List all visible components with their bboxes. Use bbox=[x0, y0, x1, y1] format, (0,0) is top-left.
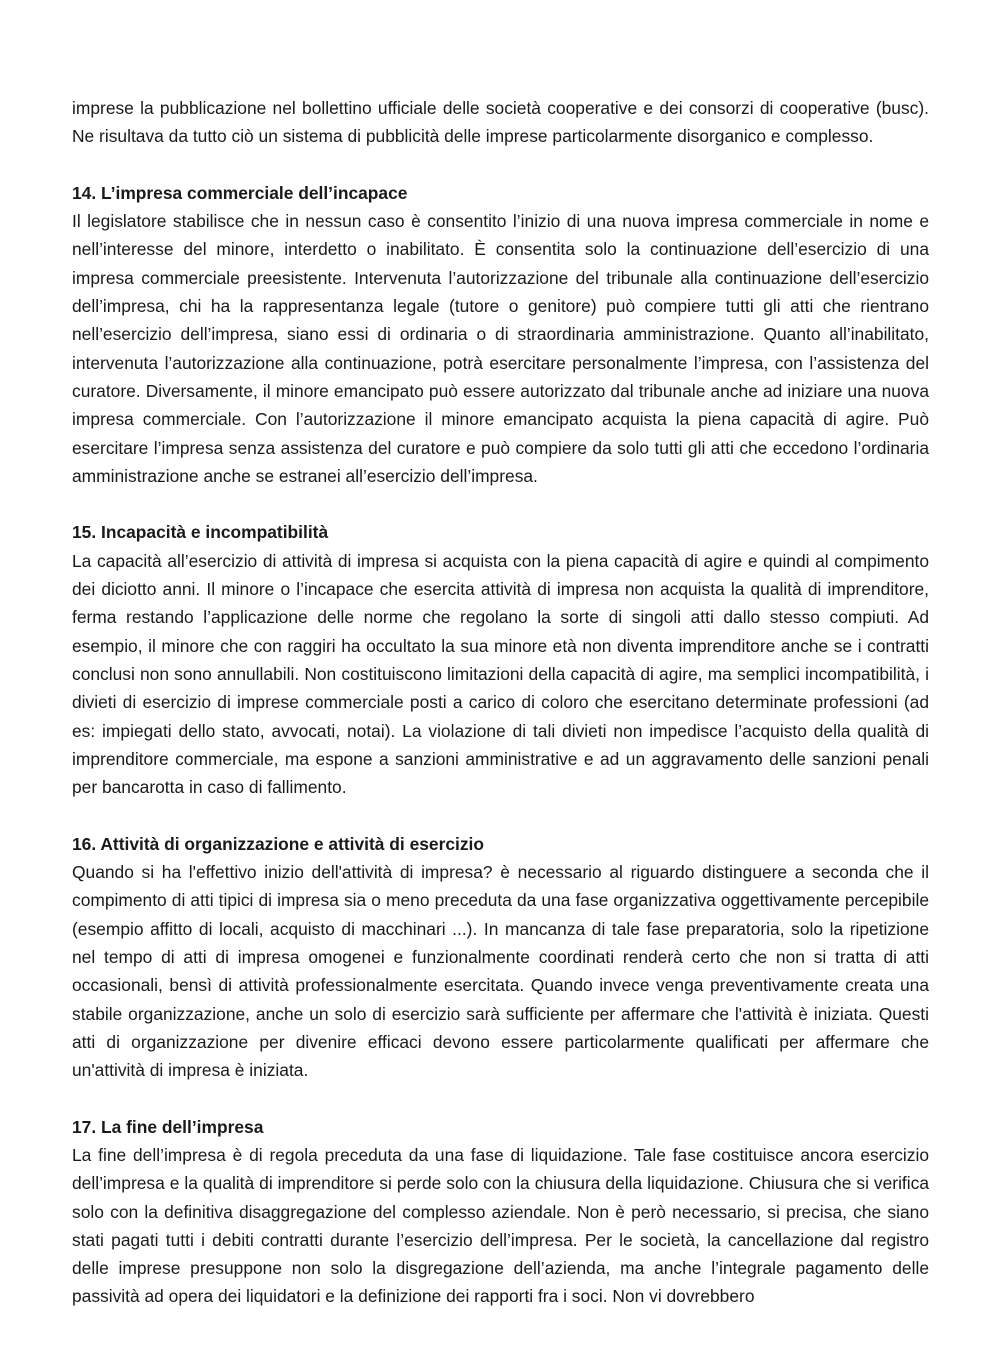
section-paragraph: La fine dell’impresa è di regola preceduta da una fase di liquidazione. Tale fase costituisce ancora esercizio dell’impresa e la qualità di imprenditore si perde solo con la chiusura della liquidazione. Chiusura che si verifica solo con la definitiva disaggregazione del complesso aziendale. Non è però necessario, si precisa, che siano stati pagati tutti i debiti contratti durante l’esercizio dell’impresa. Per le società, la cancellazione dal registro delle imprese presuppone non solo la disgregazione dell’azienda, ma anche l’integrale pagamento delle passività ad opera dei liquidatori e la definizione dei rapporti fra i soci. Non vi dovrebbero bbox=[72, 1144, 929, 1307]
intro-paragraph: imprese la pubblicazione nel bollettino ufficiale delle società cooperative e dei consorzi di cooperative (busc). Ne risultava da tutto ciò un sistema di pubblicità delle imprese particolarmente disorganico e complesso. bbox=[72, 98, 929, 147]
section-16 bbox=[72, 830, 929, 1085]
section-14 bbox=[72, 179, 929, 490]
section-heading: 15. Incapacità e incompatibilità bbox=[72, 522, 329, 543]
section-17 bbox=[72, 1113, 929, 1311]
section-heading: 14. L’impresa commerciale dell’incapace bbox=[72, 182, 408, 203]
section-paragraph: La capacità all’esercizio di attività di impresa si acquista con la piena capacità di agire e quindi al compimento dei diciotto anni. Il minore o l’incapace che esercita attività di impresa non acquista la qualità di imprenditore, ferma restando l’applicazione delle norme che regolano la sorte di singoli atti dallo stesso compiuti. Ad esempio, il minore che con raggiri ha occultato la sua minore età non diventa imprenditore anche se i contratti conclusi non sono annullabili. Non costituiscono limitazioni della capacità di agire, ma semplici incompatibilità, i divieti di esercizio di imprese commerciale posti a carico di coloro che esercitano determinate professioni (ad es: impiegati dello stato, avvocati, notai). La violazione di tali divieti non impedisce l’acquisto della qualità di imprenditore commerciale, ma espone a sanzioni amministrative e ad un aggravamento delle sanzioni penali per bancarotta in caso di fallimento. bbox=[72, 550, 929, 798]
section-paragraph: Il legislatore stabilisce che in nessun caso è consentito l’inizio di una nuova impresa commerciale in nome e nell’interesse del minore, interdetto o inabilitato. È consentita solo la continuazione dell’esercizio di una impresa commerciale preesistente. Intervenuta l’autorizzazione del tribunale alla continuazione dell’esercizio dell’impresa, chi ha la rappresentanza legale (tutore o genitore) può compiere tutti gli atti che rientrano nell’esercizio dell’impresa, siano essi di ordinaria o di straordinaria amministrazione. Quanto all’inabilitato, intervenuta l’autorizzazione alla continuazione, potrà esercitare personalmente l’impresa, con l’assistenza del curatore. Diversamente, il minore emancipato può essere autorizzato dal tribunale anche ad iniziare una nuova impresa commerciale. Con l’autorizzazione il minore emancipato acquista la piena capacità di agire. Può esercitare l’impresa senza assistenza del curatore e può compiere da solo tutti gli atti che eccedono l’ordinaria amministrazione anche se estranei all’esercizio dell’impresa. bbox=[72, 211, 929, 486]
section-heading: 16. Attività di organizzazione e attività di esercizio bbox=[72, 833, 485, 854]
document-page bbox=[72, 94, 929, 1311]
section-paragraph: Quando si ha l'effettivo inizio dell'attività di impresa? è necessario al riguardo distinguere a seconda che il compimento di atti tipici di impresa sia o meno preceduta da una fase organizzativa oggettivamente percepibile (esempio affitto di locali, acquisto di macchinari ...). In mancanza di tale fase preparatoria, solo la ripetizione nel tempo di atti di impresa omogenei e funzionalmente coordinati renderà certo che non si tratta di atti occasionali, bensì di attività professionalmente esercitata. Quando invece venga preventivamente creata una stabile organizzazione, anche un solo di esercizio sarà sufficiente per affermare che l'attività è iniziata. Questi atti di organizzazione per divenire efficaci devono essere particolarmente qualificati per affermare che un'attività di impresa è iniziata. bbox=[72, 862, 929, 1081]
section-heading: 17. La fine dell’impresa bbox=[72, 1116, 264, 1137]
section-15 bbox=[72, 518, 929, 801]
